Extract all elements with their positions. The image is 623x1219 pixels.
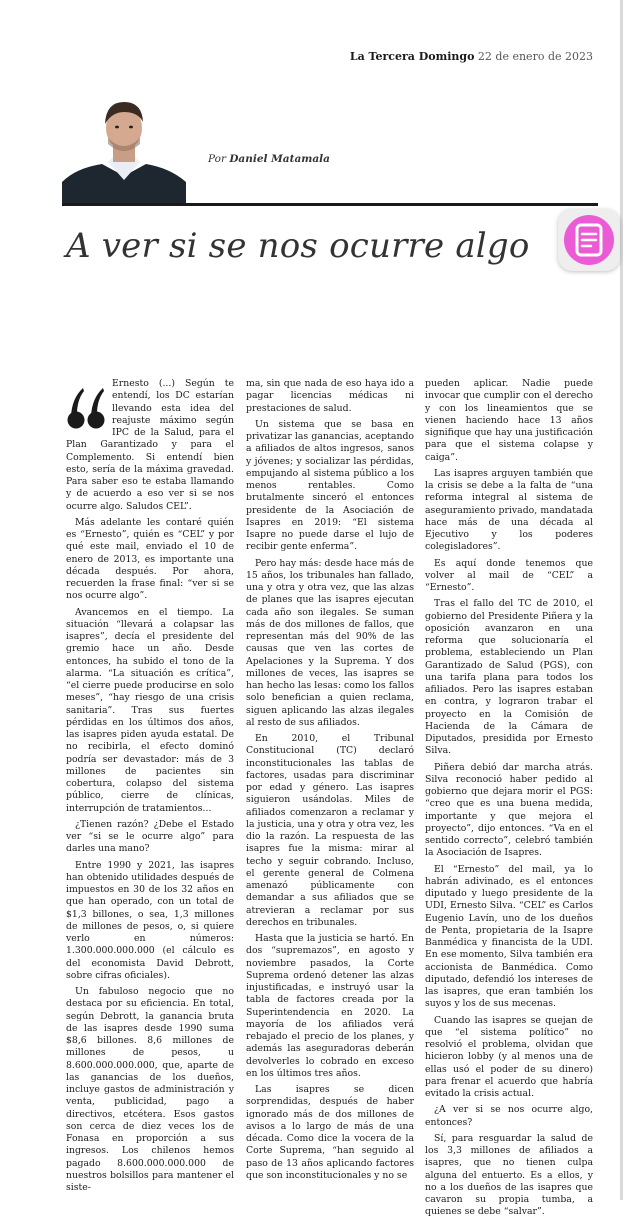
article-text: Ernesto (...) Según te entendí, los DC estarían llevando esta idea del reajuste máximo según IPC de la Salud, para el Plan Garantizado y para el Complemento. Si entendí bien esto, sería de la máxima gravedad. Para saber eso te estaba llamando y de acuerdo a eso ver si se nos ocurre algo. Saludos CEL”. <box>66 378 234 512</box>
masthead <box>350 50 593 63</box>
article-paragraph: El “Ernesto” del mail, ya lo habrán adivinado, es el entonces diputado y luego presidente de la UDI, Ernesto Silva. “CEL” es Carlos Eugenio Lavín, uno de los dueños de Penta, propietaria de la Isapre Banmédica y financista de la UDI. En ese momento, Silva también era accionista de Banmédica. Como diputado, defendió los intereses de las isapres, que eran también los suyos y los de sus mecenas. <box>425 863 593 1010</box>
article-column-3 <box>425 378 593 1218</box>
author-portrait-icon <box>62 96 186 204</box>
article-paragraph: Las isapres arguyen también que la crisis se debe a la falta de “una reforma integral al sistema de aseguramiento privado, mandatada hace más de una década al Ejecutivo y los poderes colegisladores”. <box>425 467 593 553</box>
byline-author: Daniel Matamala <box>229 153 330 165</box>
article-paragraph: Hasta que la justicia se hartó. En dos “supremazos”, en agosto y noviembre pasados, la Corte Suprema ordenó detener las alzas injustificadas, e instruyó usar la tabla de factores creada por la Superintendencia en 2020. La mayoría de los afiliados verá rebajado el precio de los planes, y además las aseguradoras deberán devolverles lo cobrado en exceso en los últimos tres años. <box>246 933 414 1079</box>
article-paragraph: Entre 1990 y 2021, las isapres han obtenido utilidades después de impuestos en 30 de los 32 años en que han operado, con un total de $1,3 billones, o sea, 1,3 millones de millones de pesos, o, si quiere verlo en números: 1.300.000.000.000 (el cálculo es del economista David Debrott, sobre cifras oficiales). <box>66 859 234 981</box>
article-column-2 <box>246 378 414 1181</box>
headline: A ver si se nos ocurre algo <box>66 226 530 266</box>
article-paragraph: Pero hay más: desde hace más de 15 años, los tribunales han fallado, una y otra y otra vez, que las alzas de planes que las isapres ejecutan cada año son ilegales. Se suman más de dos millones de fallos, que representan más del 90% de las causas que ven las cortes de Apelaciones y la Suprema. Y dos millones de veces, las isapres se han hecho las lesas: como los fallos solo benefician a quien reclama, siguen aplicando las alzas ilegales al resto de sus afiliados. <box>246 557 414 728</box>
byline-prefix: Por <box>208 153 226 165</box>
article-paragraph: Un sistema que se basa en privatizar las ganancias, aceptando a afiliados de altos ingresos, sanos y jóvenes; y socializar las pérdidas, empujando al sistema público a los menos rentables. Como brutalmente sinceró el entonces presidente de la Asociación de Isapres en 2019: “El sistema Isapre no puede darse el lujo de recibir gente enferma”. <box>246 418 414 553</box>
article-paragraph: Es aquí donde tenemos que volver al mail de “CEL” a “Ernesto”. <box>425 557 593 593</box>
article-paragraph: Las isapres se dicen sorprendidas, después de haber ignorado más de dos millones de avisos a lo largo de más de una década. Como dice la vocera de la Corte Suprema, “han seguido al paso de 13 años aplicando factores que son inconstitucionales y no se <box>246 1084 414 1181</box>
article-paragraph: ¿Tienen razón? ¿Debe el Estado ver “si se le ocurre algo” para darles una mano? <box>66 818 234 855</box>
article-paragraph: Avancemos en el tiempo. La situación “llevará a colapsar las isapres”, decía el presidente del gremio hace un año. Desde entonces, ha subido el tono de la alarma. “La situación es crítica”, “el cierre puede producirse en solo meses”, “hay riesgo de una crisis sanitaria”. Tras sus fuertes pérdidas en los últimos dos años, las isapres piden ayuda estatal. De no recibirla, el efecto dominó podría ser devastador: más de 3 millones de pacientes sin cobertura, colapso del sistema público, cierre de clínicas, interrupción de tratamientos... <box>66 606 234 814</box>
article-paragraph <box>66 378 234 513</box>
reader-view-button[interactable] <box>558 209 620 271</box>
article-paragraph: Sí, para resguardar la salud de los 3,3 millones de afiliados a isapres, que no tienen culpa alguna del entuerto. Es a ellos, y no a los dueños de las isapres que cavaron su propia tumba, a quienes se debe “salvar”. <box>425 1132 593 1218</box>
article-paragraph: ma, sin que nada de eso haya ido a pagar licencias médicas ni prestaciones de salud. <box>246 378 414 414</box>
article-paragraph: pueden aplicar. Nadie puede invocar que cumplir con el derecho y con los lineamientos que se vienen haciendo hace 13 años signifique que hay una justificación para que el sistema colapse y caiga”. <box>425 378 593 463</box>
quote-mark-icon <box>66 380 106 436</box>
article-paragraph: Piñera debió dar marcha atrás. Silva reconoció haber pedido al gobierno que dejara morir el PGS: “creo que es una buena medida, importante y que mejora el proyecto”, dijo entonces. “Va en el sentido correcto”, celebró también la Asociación de Isapres. <box>425 761 593 859</box>
publication-date: 22 de enero de 2023 <box>477 50 593 63</box>
author-portrait <box>62 96 186 204</box>
article-paragraph: Tras el fallo del TC de 2010, el gobierno del Presidente Piñera y la oposición avanzaron en una reforma que solucionaría el problema, estableciendo un Plan Garantizado de Salud (PGS), con una tarifa plana para todos los afiliados. Pero las isapres estaban en contra, y lograron trabar el proyecto en la Comisión de Hacienda de la Cámara de Diputados, presidida por Ernesto Silva. <box>425 598 593 757</box>
article-paragraph: Cuando las isapres se quejan de que “el sistema político” no resolvió el problema, olvidan que hicieron lobby (y al menos una de ellas usó el poder de su dinero) para frenar el acuerdo que habría evitado la crisis actual. <box>425 1014 593 1099</box>
article-column-1 <box>66 378 234 1193</box>
article-paragraph: ¿A ver si se nos ocurre algo, entonces? <box>425 1104 593 1128</box>
section-rule <box>62 203 598 206</box>
article-paragraph: Un fabuloso negocio que no destaca por su eficiencia. En total, según Debrott, la ganancia bruta de las isapres desde 1990 suma $8,6 billones. 8,6 millones de millones de pesos, u 8.600.000.000.000, que, aparte de las ganancias de los dueños, incluye gastos de administración y venta, publicidad, pago a directivos, etcétera. Esos gastos son cerca de diez veces los de Fonasa en proporción a sus ingresos. Los chilenos hemos pagado 8.600.000.000.000 de nuestros bolsillos para mantener el siste- <box>66 986 234 1193</box>
byline <box>208 153 330 165</box>
publication-name: La Tercera Domingo <box>349 50 475 63</box>
article-paragraph: En 2010, el Tribunal Constitucional (TC) declaró inconstitucionales las tablas de factores, usadas para discriminar por edad y género. Las isapres siguieron usándolas. Miles de afiliados comenzaron a reclamar y la justicia, una y otra y otra vez, les dio la razón. La respuesta de las isapres fue la misma: mirar al techo y seguir cobrando. Incluso, el gerente general de Colmena amenazó públicamente con demandar a sus afiliados que se atrevieran a reclamar por sus derechos en tribunales. <box>246 733 414 928</box>
reader-view-icon <box>571 221 607 259</box>
article-paragraph: Más adelante les contaré quién es “Ernesto”, quién es “CEL” y por qué este mail, enviado el 10 de enero de 2013, es importante una década después. Por ahora, recuerden la frase final: “ver si se nos ocurre algo”. <box>66 516 234 602</box>
